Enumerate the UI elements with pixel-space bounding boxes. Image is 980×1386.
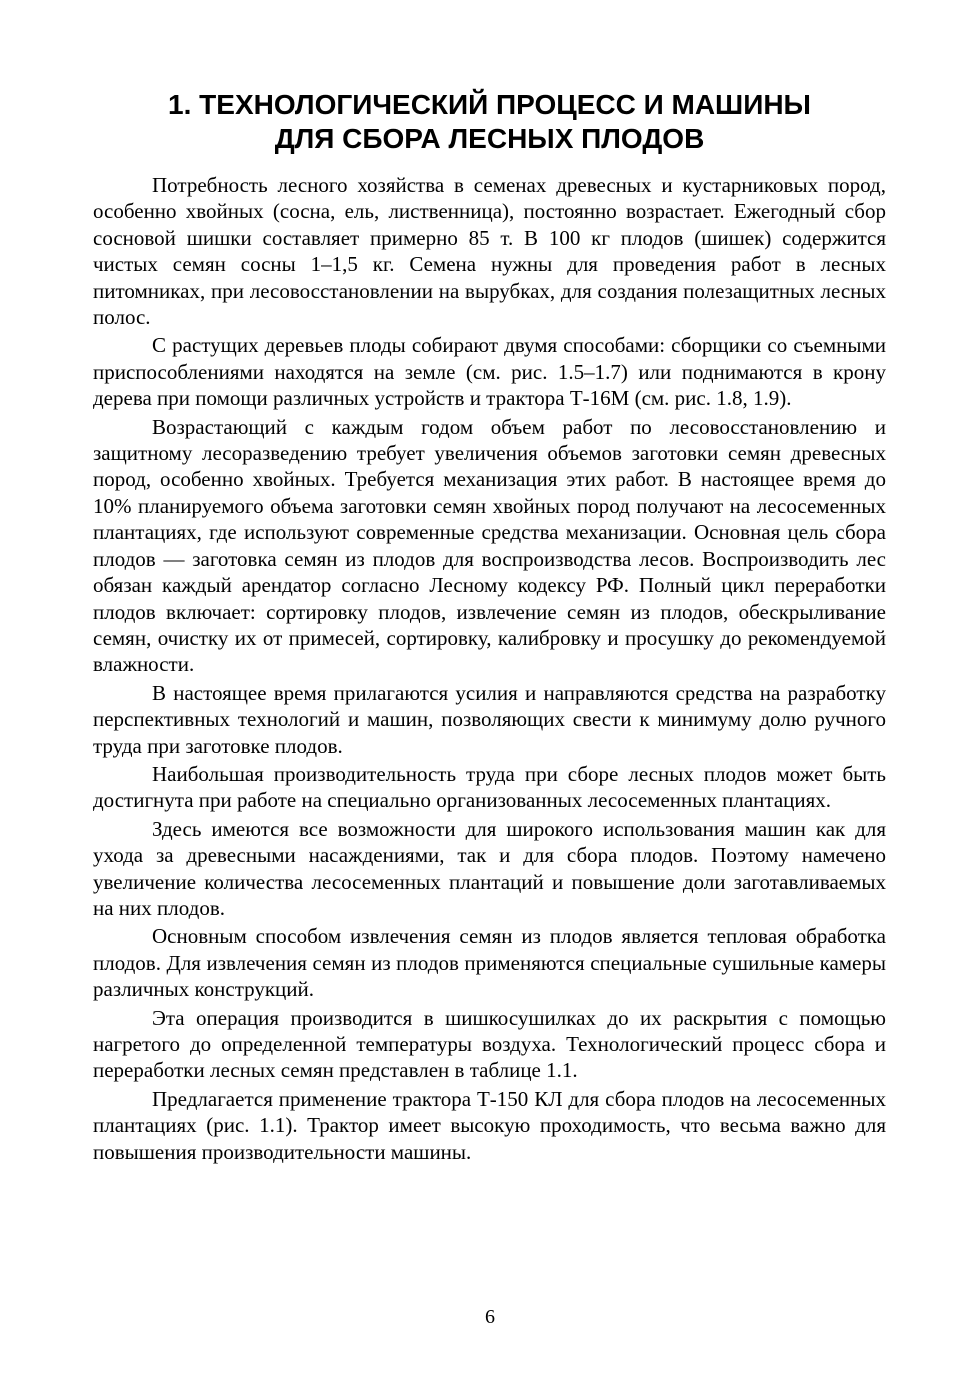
paragraph-6: Здесь имеются все возможности для широкого использования машин как для ухода за древесными насаждениями, так и для сбора плодов. Поэтому намечено увеличение количества лесосеменных плантаций и повышение доли заготавливаемых на них плодов. xyxy=(93,816,886,920)
page-content xyxy=(93,88,886,1167)
paragraph-2: С растущих деревьев плоды собирают двумя способами: сборщики со съемными приспособлениями находятся на земле (см. рис. 1.5–1.7) или поднимаются в крону дерева при помощи различных устройств и трактора Т-16М (см. рис. 1.8, 1.9). xyxy=(93,333,886,411)
paragraph-4: В настоящее время прилагаются усилия и направляются средства на разработку перспективных технологий и машин, позволяющих свести к минимуму долю ручного труда при заготовке плодов. xyxy=(93,680,886,758)
paragraph-9: Предлагается применение трактора Т-150 КЛ для сбора плодов на лесосеменных плантациях (рис. 1.1). Трактор имеет высокую проходимость, что весьма важно для повышения производительности машины. xyxy=(93,1086,886,1164)
chapter-title-line-2: ДЛЯ СБОРА ЛЕСНЫХ ПЛОДОВ xyxy=(274,123,705,154)
chapter-title-line-1: 1. ТЕХНОЛОГИЧЕСКИЙ ПРОЦЕСС И МАШИНЫ xyxy=(168,89,811,120)
paragraph-7: Основным способом извлечения семян из плодов является тепловая обработка плодов. Для извлечения семян из плодов применяются специальные сушильные камеры различных конструкций. xyxy=(93,924,886,1002)
page-number: 6 xyxy=(485,1306,495,1328)
paragraph-8: Эта операция производится в шишкосушилках до их раскрытия с помощью нагретого до определенной температуры воздуха. Технологический процесс сбора и переработки лесных семян представлен в таблице 1.1. xyxy=(93,1005,886,1083)
paragraph-1: Потребность лесного хозяйства в семенах древесных и кустарниковых пород, особенно хвойных (сосна, ель, лиственница), постоянно возрастает. Ежегодный сбор сосновой шишки составляет примерно 85 т. В 100 кг плодов (шишек) содержится чистых семян сосны 1–1,5 кг. Семена нужны для проведения работ в лесных питомниках, при лесовосстановлении на вырубках, для создания полезащитных лесных полос. xyxy=(93,173,886,330)
paragraph-3: Возрастающий с каждым годом объем работ по лесовосстановлению и защитному лесоразведению требует увеличения объемов заготовки семян древесных пород, особенно хвойных. Требуется механизация этих работ. В настоящее время до 10% планируемого объема заготовки семян хвойных пород получают на лесосеменных плантациях, где используют современные средства механизации. Основная цель сбора плодов — заготовка семян из плодов для воспроизводства лесов. Воспроизводить лес обязан каждый арендатор согласно Лесному кодексу РФ. Полный цикл переработки плодов включает: сортировку плодов, извлечение семян из плодов, обескрыливание семян, очистку их от примесей, сортировку, калибровку и просушку до рекомендуемой влажности. xyxy=(93,414,886,677)
paragraph-5: Наибольшая производительность труда при сборе лесных плодов может быть достигнута при работе на специально организованных лесосеменных плантациях. xyxy=(93,761,886,813)
chapter-title xyxy=(93,88,886,156)
